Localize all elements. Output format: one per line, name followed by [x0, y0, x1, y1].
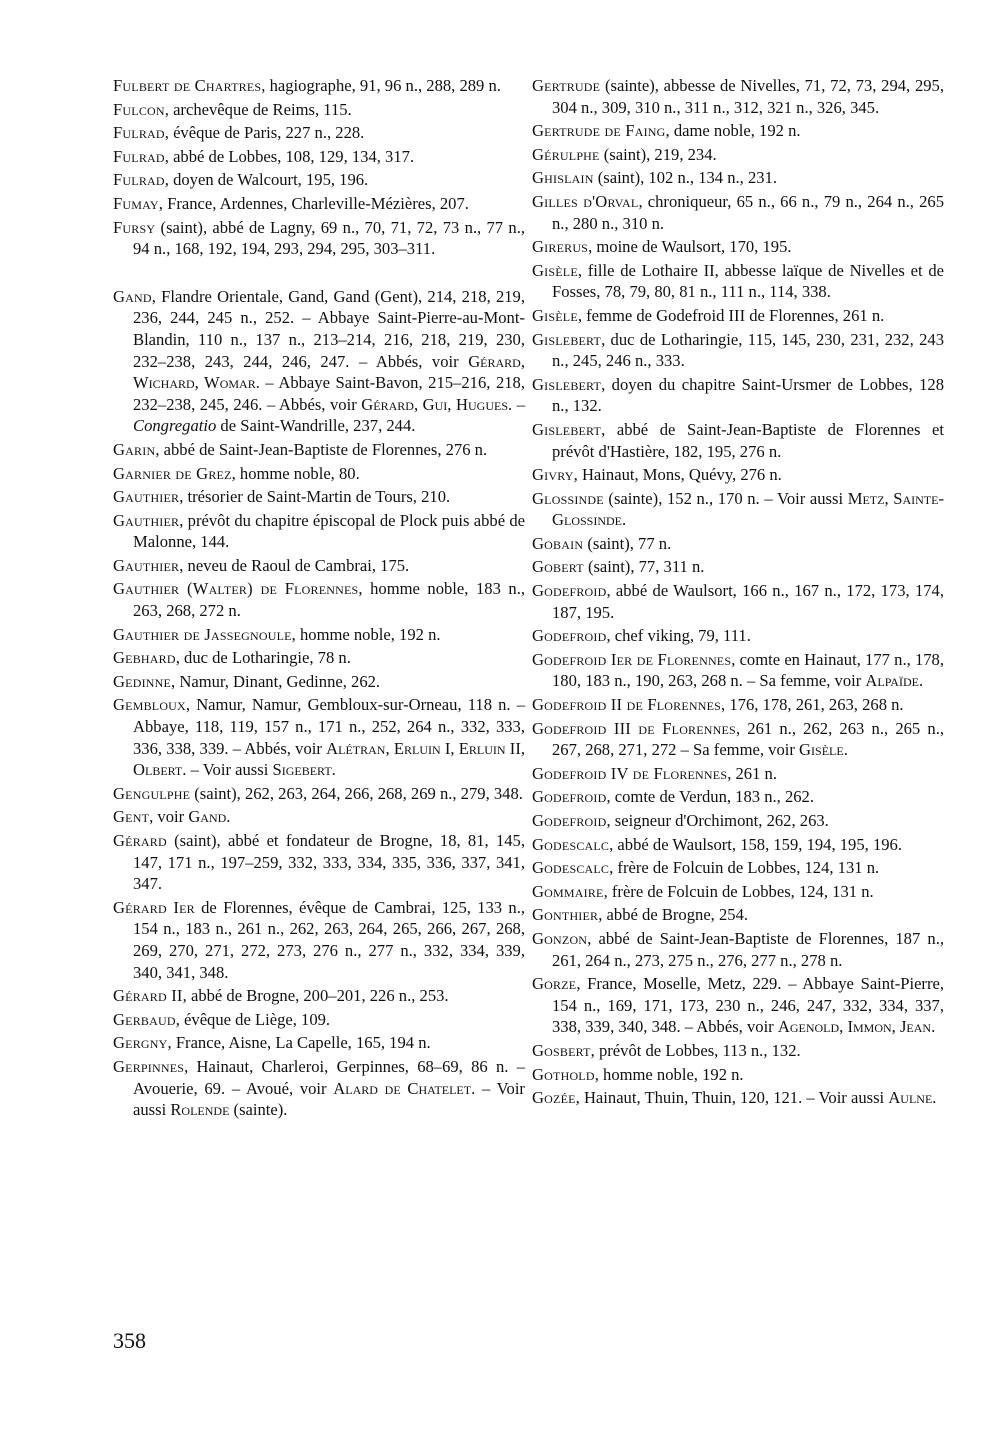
index-entry [532, 1040, 944, 1062]
section-gap [113, 262, 525, 286]
index-headword: Girerus [532, 237, 589, 257]
index-entry [113, 510, 525, 553]
index-entry [532, 973, 944, 1038]
cross-reference: Aulne [888, 1088, 933, 1108]
index-headword: Gilles d'Orval [532, 191, 639, 211]
index-headword: Fulrad [113, 123, 165, 143]
cross-reference: Gand [188, 807, 227, 827]
index-text: , frère de Folcuin de Lobbes, 124, 131 n. [609, 858, 880, 878]
index-text: , Hainaut, Charleroi, Gerpinnes, 68–69, 86 n. – Avouerie, 69. – Avoué, voir [133, 1056, 525, 1098]
index-text: , doyen de Walcourt, 195, 196. [164, 170, 369, 190]
index-headword: Gertrude de Faing [532, 121, 666, 141]
index-entry [113, 897, 525, 983]
index-entry [532, 464, 944, 486]
index-text: , évêque de Liège, 109. [175, 1009, 331, 1029]
index-headword: Gauthier [113, 487, 180, 507]
index-text: (saint), 262, 263, 264, 266, 268, 269 n., 279, 348. [190, 783, 523, 803]
index-entry [532, 191, 944, 234]
index-text: , duc de Lotharingie, 115, 145, 230, 231, 232, 243 n., 245, 246 n., 333. [552, 329, 944, 371]
index-text: . [932, 1088, 937, 1108]
index-entry [532, 120, 944, 142]
index-entry [113, 486, 525, 508]
index-text: , archevêque de Reims, 115. [164, 99, 352, 119]
index-text: , 176, 178, 261, 263, 268 n. [721, 695, 904, 715]
cross-reference: Gérard, Wichard, Womar [133, 351, 525, 393]
index-headword: Gérulphe [532, 144, 600, 164]
index-headword: Gauthier (Walter) de Florennes [113, 579, 359, 599]
index-text: . [918, 671, 924, 691]
index-entry [532, 649, 944, 692]
index-headword: Godefroid IV de Florennes [532, 763, 728, 783]
index-entry [532, 419, 944, 462]
index-entry [532, 625, 944, 647]
index-headword: Gisèle [532, 260, 578, 280]
index-headword: Godescalc [532, 858, 610, 878]
index-headword: Gauthier [113, 555, 180, 575]
index-entry [532, 533, 944, 555]
index-entry [113, 1009, 525, 1031]
page-number: 358 [113, 1328, 146, 1353]
index-headword: Glossinde [532, 488, 604, 508]
index-text: , évêque de Paris, 227 n., 228. [164, 123, 365, 143]
index-entry [532, 556, 944, 578]
index-text: , homme noble, 192 n. [291, 624, 441, 644]
index-headword: Fulrad [113, 170, 165, 190]
index-text: , Hainaut, Mons, Quévy, 276 n. [573, 465, 782, 485]
index-text: , trésorier de Saint-Martin de Tours, 210. [179, 487, 451, 507]
index-text: . [843, 740, 848, 760]
index-entry [113, 578, 525, 621]
index-text: , duc de Lotharingie, 78 n. [175, 648, 351, 668]
index-text: (saint), 102 n., 134 n., 231. [593, 168, 778, 188]
cross-reference: Gisèle [799, 740, 844, 760]
index-text: . – Voir aussi [133, 1078, 525, 1120]
index-headword: Gorze [532, 974, 577, 994]
index-headword: Gedinne [113, 671, 172, 691]
index-text: , homme noble, 183 n., 263, 268, 272 n. [133, 579, 525, 621]
index-text: , comte de Verdun, 183 n., 262. [606, 787, 814, 807]
index-entry [532, 1087, 944, 1109]
index-headword: Godefroid [532, 581, 607, 601]
index-entry [113, 555, 525, 577]
index-text: , abbé de Waulsort, 166 n., 167 n., 172, 173, 174, 187, 195. [552, 581, 944, 622]
index-entry [532, 75, 944, 118]
index-headword: Fulrad [113, 146, 165, 166]
index-headword: Gosbert [532, 1040, 591, 1060]
index-text: (saint), abbé de Lagny, 69 n., 70, 71, 72, 73 n., 77 n., 94 n., 168, 192, 194, 293, 294, 295, 303–311. [133, 217, 525, 259]
index-headword: Godefroid II de Florennes [532, 695, 722, 715]
index-text: , homme noble, 80. [231, 463, 360, 483]
cross-reference: Alétran, Erluin I, Erluin II, Olbert [133, 738, 525, 780]
index-text: , dame noble, 192 n. [665, 121, 801, 141]
index-text: , fille de Lothaire II, abbesse laïque de Nivelles et de Fosses, 78, 79, 80, 81 n., 111 n., 114, 338. [552, 260, 944, 302]
index-headword: Gérard Ier [113, 897, 195, 917]
index-entry [113, 439, 525, 461]
index-entry [113, 75, 525, 97]
index-text: (sainte). [229, 1100, 288, 1120]
index-headword: Gergny [113, 1033, 168, 1053]
index-text: , 261 n. [727, 763, 777, 783]
index-entry [532, 834, 944, 856]
index-headword: Gonthier [532, 905, 599, 925]
index-entry [113, 217, 525, 260]
index-headword: Godefroid [532, 626, 607, 646]
index-entry [532, 694, 944, 716]
index-headword: Godescalc [532, 834, 610, 854]
index-headword: Gozée [532, 1088, 576, 1108]
index-text: , prévôt de Lobbes, 113 n., 132. [590, 1040, 801, 1060]
index-entry [532, 718, 944, 761]
index-text: , abbé de Brogne, 200–201, 226 n., 253. [182, 986, 449, 1006]
index-text: . – Abbaye Saint-Bavon, 215–216, 218, 232–238, 245, 246. – Abbés, voir [133, 373, 525, 414]
index-text: , chroniqueur, 65 n., 66 n., 79 n., 264 n., 265 n., 280 n., 310 n. [552, 191, 945, 233]
index-text: , neveu de Raoul de Cambrai, 175. [179, 555, 410, 575]
cross-reference: Gérard, Gui, Hugues [361, 394, 508, 414]
index-entry [532, 904, 944, 926]
index-headword: Gislebert [532, 374, 602, 394]
index-entry [113, 463, 525, 485]
index-headword: Gerbaud [113, 1009, 176, 1029]
index-text: (sainte), 152 n., 170 n. – Voir aussi [603, 488, 848, 508]
index-entry [113, 99, 525, 121]
cross-reference: Alard de Chatelet [333, 1078, 472, 1098]
cross-reference: Metz, Sainte-Glossinde [552, 488, 944, 530]
index-headword: Fulcon [113, 99, 165, 119]
index-entry [113, 122, 525, 144]
index-entry [113, 1056, 525, 1121]
index-entry [532, 305, 944, 327]
index-text: , Hainaut, Thuin, Thuin, 120, 121. – Voir aussi [575, 1088, 889, 1108]
index-headword: Gerpinnes [113, 1056, 185, 1076]
index-column-left [113, 75, 525, 1123]
index-text: , abbé de Saint-Jean-Baptiste de Florennes, 276 n. [155, 439, 488, 459]
index-text: , moine de Waulsort, 170, 195. [588, 237, 792, 257]
index-text: , chef viking, 79, 111. [606, 626, 751, 646]
index-entry [113, 146, 525, 168]
index-text: . [331, 760, 336, 780]
index-text: , abbé de Waulsort, 158, 159, 194, 195, 196. [609, 834, 902, 854]
cross-reference: Sigebert [272, 760, 332, 780]
index-entry [532, 329, 944, 372]
index-text: , France, Moselle, Metz, 229. – Abbaye Saint-Pierre, 154 n., 169, 171, 173, 230 n., 246, 247, 332, 334, 337, 338, 339, 340, 348. – Abbés, voir [552, 974, 944, 1037]
index-text: . [931, 1017, 936, 1037]
index-entry [532, 810, 944, 832]
index-headword: Gérard II [113, 986, 183, 1006]
index-entry [113, 169, 525, 191]
index-entry [113, 624, 525, 646]
index-entry [532, 857, 944, 879]
index-headword: Fursy [113, 217, 156, 237]
index-text: , France, Aisne, La Capelle, 165, 194 n. [167, 1033, 431, 1053]
index-headword: Gommaire [532, 881, 604, 901]
index-entry [113, 647, 525, 669]
cross-reference: Agenold, Immon, Jean [777, 1017, 932, 1037]
index-text: , comte en Hainaut, 177 n., 178, 180, 183 n., 190, 263, 268 n. – Sa femme, voir [552, 649, 944, 691]
index-headword: Gisèle [532, 305, 578, 325]
index-headword: Godefroid Ier de Florennes [532, 649, 732, 669]
index-headword: Gengulphe [113, 783, 191, 803]
index-entry [113, 830, 525, 895]
index-entry [532, 1064, 944, 1086]
index-text: , Namur, Dinant, Gedinne, 262. [171, 671, 381, 691]
index-text: (saint), 77 n. [583, 533, 672, 553]
index-text: , voir [149, 807, 189, 827]
index-text: , abbé de Saint-Jean-Baptiste de Florennes et prévôt d'Hastière, 182, 195, 276 n. [552, 419, 944, 461]
cross-reference: Rolende [170, 1100, 230, 1120]
index-entry [113, 1032, 525, 1054]
index-headword: Givry [532, 465, 574, 485]
index-entry [532, 236, 944, 258]
index-headword: Godefroid [532, 787, 607, 807]
index-text: . [622, 510, 627, 530]
index-headword: Godefroid III de Florennes [532, 718, 736, 738]
index-entry [532, 488, 944, 531]
index-headword: Gembloux [113, 695, 186, 715]
index-headword: Garnier de Grez [113, 463, 232, 483]
index-text: , doyen du chapitre Saint-Ursmer de Lobbes, 128 n., 132. [552, 374, 944, 416]
index-entry [532, 260, 944, 303]
index-headword: Gauthier de Jassegnoule [113, 624, 292, 644]
index-entry [532, 763, 944, 785]
index-text: . – [508, 394, 525, 414]
cross-reference: Alpaïde [865, 671, 919, 691]
index-headword: Gobert [532, 557, 584, 577]
index-text: , homme noble, 192 n. [594, 1064, 744, 1084]
index-text: , femme de Godefroid III de Florennes, 261 n. [577, 305, 885, 325]
index-text: de Florennes, évêque de Cambrai, 125, 133 n., 154 n., 183 n., 261 n., 262, 263, 264, 265, 266, 267, 268, 269, 270, 271, 272, 273, 276 n., 277 n., 332, 334, 339, 340, 341, 348. [133, 897, 525, 982]
index-headword: Gonzon [532, 928, 588, 948]
index-headword: Gent [113, 807, 150, 827]
index-entry [113, 783, 525, 805]
index-headword: Gislebert [532, 329, 602, 349]
index-text: (saint), abbé et fondateur de Brogne, 18, 81, 145, 147, 171 n., 197–259, 332, 333, 334, 335, 336, 337, 341, 347. [133, 831, 525, 894]
index-text: (saint), 219, 234. [599, 144, 717, 164]
index-text: , France, Ardennes, Charleville-Mézières, 207. [158, 193, 469, 213]
index-entry [113, 806, 525, 828]
index-entry [113, 193, 525, 215]
index-entry [532, 374, 944, 417]
index-column-right [532, 75, 944, 1111]
index-text: . [226, 807, 231, 827]
index-text: . – Voir aussi [182, 760, 273, 780]
index-entry [532, 786, 944, 808]
italic-term: Congregatio [133, 416, 217, 436]
index-headword: Gebhard [113, 648, 176, 668]
index-text: , 261 n., 262, 263 n., 265 n., 267, 268, 271, 272 – Sa femme, voir [552, 718, 944, 760]
index-text: , frère de Folcuin de Lobbes, 124, 131 n. [603, 881, 874, 901]
index-headword: Gobain [532, 533, 584, 553]
index-headword: Gislebert [532, 419, 602, 439]
index-headword: Gertrude [532, 76, 601, 95]
index-headword: Gauthier [113, 510, 180, 530]
index-headword: Godefroid [532, 811, 607, 830]
index-headword: Fulbert de Chartres [113, 76, 262, 95]
index-entry [532, 928, 944, 971]
index-headword: Gand [113, 286, 152, 306]
index-entry [113, 671, 525, 693]
index-headword: Gothold [532, 1064, 595, 1084]
index-entry [113, 694, 525, 780]
index-text: , prévôt du chapitre épiscopal de Plock puis abbé de Malonne, 144. [133, 510, 525, 552]
index-text: de Saint-Wandrille, 237, 244. [216, 416, 416, 436]
index-text: (saint), 77, 311 n. [583, 557, 705, 577]
index-text: , hagiographe, 91, 96 n., 288, 289 n. [261, 76, 501, 95]
index-entry [113, 286, 525, 437]
index-text: , abbé de Brogne, 254. [598, 905, 749, 925]
index-text: , abbé de Lobbes, 108, 129, 134, 317. [164, 146, 415, 166]
index-text: , seigneur d'Orchimont, 262, 263. [606, 811, 829, 830]
index-entry [532, 881, 944, 903]
index-entry [532, 580, 944, 623]
index-entry [532, 144, 944, 166]
index-entry [532, 167, 944, 189]
index-headword: Fumay [113, 193, 159, 213]
index-entry [113, 985, 525, 1007]
index-text: (sainte), abbesse de Nivelles, 71, 72, 73, 294, 295, 304 n., 309, 310 n., 311 n., 312, 321 n., 326, 345. [552, 76, 944, 117]
index-headword: Gérard [113, 831, 167, 850]
index-text: , Flandre Orientale, Gand, Gand (Gent), 214, 218, 219, 236, 244, 245 n., 252. – Abbaye Saint-Pierre-au-Mont-Blandin, 110 n., 137 n., 213–214, 216, 218, 219, 230, 232–238, 243, 244, 246, 247. – Abbés, voir [133, 286, 525, 371]
index-text: , abbé de Saint-Jean-Baptiste de Florennes, 187 n., 261, 264 n., 273, 275 n., 276, 277 n., 278 n. [552, 928, 944, 970]
index-headword: Garin [113, 439, 156, 459]
index-headword: Ghislain [532, 168, 594, 188]
index-text: , Namur, Namur, Gembloux-sur-Orneau, 118 n. – Abbaye, 118, 119, 157 n., 171 n., 252, 264 n., 332, 333, 336, 338, 339. – Abbés, voir [133, 695, 525, 758]
